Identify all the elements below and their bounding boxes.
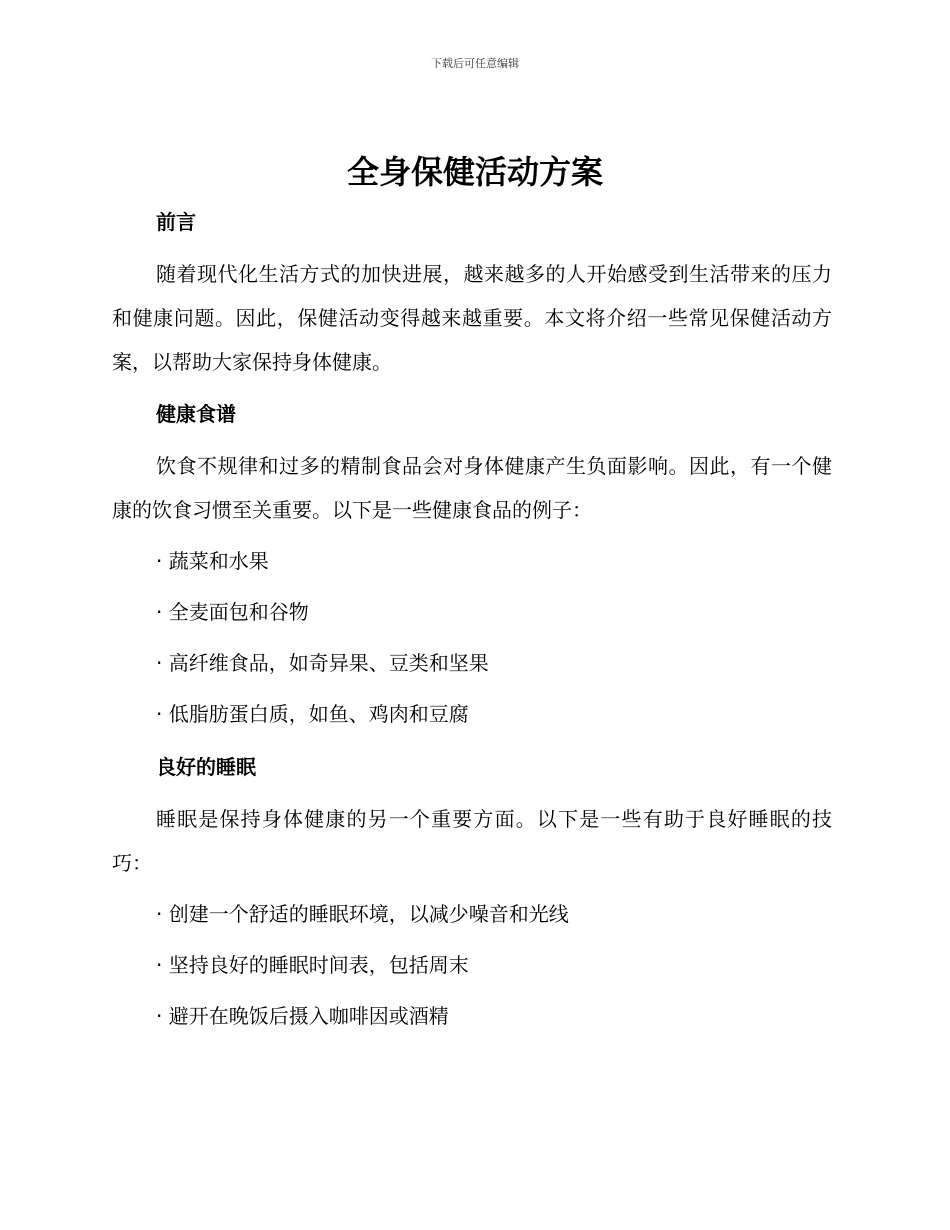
list-item: · 低脂肪蛋白质，如鱼、鸡肉和豆腐 [156, 702, 469, 726]
list-item: · 高纤维食品，如奇异果、豆类和坚果 [156, 651, 489, 675]
section-heading: 健康食谱 [156, 402, 236, 426]
list-item: · 蔬菜和水果 [156, 549, 269, 573]
section-heading: 前言 [156, 210, 196, 234]
paragraph: 随着现代化生活方式的加快进展，越来越多的人开始感受到生活带来的压力和健康问题。因此，保健活动变得越来越重要。本文将介绍一些常见保健活动方案，以帮助大家保持身体健康。 [112, 262, 832, 374]
list-item: · 坚持良好的睡眠时间表，包括周末 [156, 953, 469, 977]
section-healthy-diet [112, 390, 832, 736]
section-preface [112, 198, 832, 384]
document-body [112, 198, 832, 1045]
section-heading: 良好的睡眠 [156, 755, 256, 779]
list-item: · 避开在晚饭后摄入咖啡因或酒精 [156, 1004, 449, 1028]
document-title: 全身保健活动方案 [346, 153, 603, 191]
paragraph: 睡眠是保持身体健康的另一个重要方面。以下是一些有助于良好睡眠的技巧： [112, 807, 832, 875]
paragraph: 饮食不规律和过多的精制食品会对身体健康产生负面影响。因此，有一个健康的饮食习惯至关重要。以下是一些健康食品的例子： [112, 454, 832, 522]
list-item: · 全麦面包和谷物 [156, 600, 309, 624]
page-header-note: 下载后可任意编辑 [431, 57, 519, 70]
section-good-sleep [112, 743, 832, 1038]
list-item: · 创建一个舒适的睡眠环境，以减少噪音和光线 [156, 902, 569, 926]
